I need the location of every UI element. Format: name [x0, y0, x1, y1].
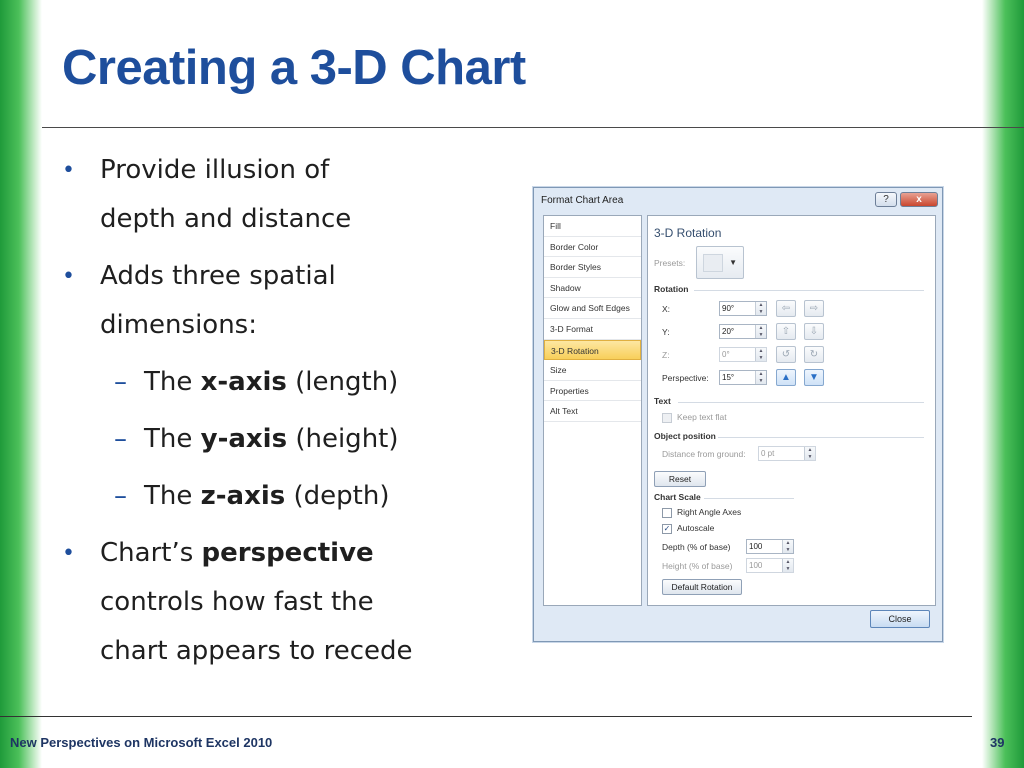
z-rotation-input[interactable] — [719, 347, 767, 362]
spinner-arrows-icon[interactable]: ▲ ▼ — [755, 325, 766, 338]
z-rotation-label: Z: — [662, 350, 670, 360]
slide-title: Creating a 3-D Chart — [62, 41, 526, 95]
spinner-arrows-icon[interactable]: ▲ ▼ — [755, 371, 766, 384]
bullet-dot-icon: • — [62, 541, 75, 566]
keep-text-flat-label: Keep text flat — [677, 412, 727, 422]
panel-title: 3-D Rotation — [654, 226, 722, 240]
widen-field-of-view-icon[interactable]: ▼ — [804, 369, 824, 386]
footer-divider — [0, 716, 972, 717]
dash-icon: – — [114, 481, 127, 511]
category-nav — [543, 215, 642, 606]
close-button[interactable]: Close — [870, 610, 930, 628]
bullet-line: controls how fast the — [100, 587, 374, 617]
bullet-text: Chart’s — [100, 538, 202, 568]
dash-icon: – — [114, 424, 127, 454]
right-angle-axes-label: Right Angle Axes — [677, 507, 742, 517]
autoscale-checkbox[interactable]: ✓ — [663, 524, 671, 533]
y-rotation-label: Y: — [662, 327, 670, 337]
bullet-line: chart appears to recede — [100, 636, 413, 666]
footer-text: New Perspectives on Microsoft Excel 2010 — [10, 735, 273, 750]
bullet-list — [62, 146, 512, 676]
y-rotation-value: 20° — [722, 327, 735, 336]
z-rotation-value: 0° — [722, 350, 730, 359]
object-position-section-label: Object position — [654, 431, 716, 441]
bullet-item — [62, 252, 512, 350]
presets-dropdown[interactable] — [696, 246, 744, 279]
depth-input[interactable] — [746, 539, 794, 554]
sub-bullet-bold: z-axis — [200, 481, 286, 511]
bullet-line: dimensions: — [100, 310, 257, 340]
x-rotation-input[interactable] — [719, 301, 767, 316]
left-green-edge — [0, 0, 42, 768]
section-divider — [694, 290, 924, 291]
sub-bullet-text: (depth) — [285, 481, 390, 511]
sub-bullet-text: (length) — [286, 367, 399, 397]
bullet-dot-icon: • — [62, 158, 75, 183]
spinner-arrows-icon[interactable]: ▲ ▼ — [804, 447, 815, 460]
bullet-line: Provide illusion of — [100, 155, 330, 185]
sub-bullet-text: The — [144, 481, 201, 511]
nav-item-3d-rotation[interactable]: 3-D Rotation — [544, 340, 641, 361]
rotate-clockwise-icon[interactable]: ↻ — [804, 346, 824, 363]
nav-item-shadow[interactable]: Shadow — [544, 278, 641, 299]
sub-bullet-text: The — [144, 424, 201, 454]
nav-item-border-styles[interactable]: Border Styles — [544, 257, 641, 278]
rotate-counterclockwise-icon[interactable]: ↺ — [776, 346, 796, 363]
distance-from-ground-label: Distance from ground: — [662, 449, 746, 459]
section-divider — [704, 498, 794, 499]
sub-bullet-bold: y-axis — [200, 424, 288, 454]
title-divider — [42, 127, 1024, 128]
spinner-arrows-icon[interactable]: ▲ ▼ — [755, 348, 766, 361]
sub-bullet-item — [62, 472, 512, 521]
bullet-dot-icon: • — [62, 264, 75, 289]
section-divider — [678, 402, 924, 403]
sub-bullet-item — [62, 415, 512, 464]
bullet-item — [62, 146, 512, 244]
spinner-arrows-icon[interactable]: ▲ ▼ — [782, 559, 793, 572]
nav-item-border-color[interactable]: Border Color — [544, 237, 641, 258]
bullet-line: depth and distance — [100, 204, 352, 234]
default-rotation-button[interactable]: Default Rotation — [662, 579, 742, 595]
bullet-line: Adds three spatial — [100, 261, 336, 291]
x-rotation-label: X: — [662, 304, 671, 314]
format-chart-area-dialog — [533, 187, 943, 642]
help-button[interactable]: ? — [875, 192, 897, 207]
dash-icon: – — [114, 367, 127, 397]
sub-bullet-bold: x-axis — [200, 367, 287, 397]
text-section-label: Text — [654, 396, 671, 406]
depth-value: 100 — [749, 542, 763, 551]
height-value: 100 — [749, 561, 763, 570]
section-divider — [718, 437, 924, 438]
dialog-title: Format Chart Area — [541, 195, 624, 206]
x-rotation-value: 90° — [722, 304, 735, 313]
bullet-line — [100, 529, 512, 578]
nav-item-glow-soft-edges[interactable]: Glow and Soft Edges — [544, 298, 641, 319]
distance-from-ground-input[interactable] — [758, 446, 816, 461]
reset-button[interactable]: Reset — [654, 471, 706, 487]
presets-label: Presets: — [654, 258, 686, 268]
sub-bullet-text: The — [144, 367, 201, 397]
depth-label: Depth (% of base) — [662, 542, 731, 552]
right-angle-axes-checkbox[interactable] — [662, 508, 672, 518]
bullet-item — [62, 529, 512, 676]
autoscale-label: Autoscale — [677, 523, 715, 533]
rotate-right-icon[interactable]: ⇨ — [804, 300, 824, 317]
perspective-label: Perspective: — [662, 373, 709, 383]
y-rotation-input[interactable] — [719, 324, 767, 339]
narrow-field-of-view-icon[interactable]: ▲ — [776, 369, 796, 386]
nav-item-properties[interactable]: Properties — [544, 381, 641, 402]
nav-item-size[interactable]: Size — [544, 360, 641, 381]
spinner-arrows-icon[interactable]: ▲ ▼ — [755, 302, 766, 315]
spinner-arrows-icon[interactable]: ▲ ▼ — [782, 540, 793, 553]
sub-bullet-text: (height) — [287, 424, 399, 454]
perspective-input[interactable] — [719, 370, 767, 385]
right-green-edge — [982, 0, 1024, 768]
chart-scale-section-label: Chart Scale — [654, 492, 701, 502]
nav-item-fill[interactable]: Fill — [544, 216, 641, 237]
perspective-value: 15° — [722, 373, 735, 382]
rotate-up-icon[interactable]: ⇧ — [776, 323, 796, 340]
rotation-section-label: Rotation — [654, 284, 689, 294]
rotate-left-icon[interactable]: ⇦ — [776, 300, 796, 317]
sub-bullet-item — [62, 358, 512, 407]
rotate-down-icon[interactable]: ⇩ — [804, 323, 824, 340]
keep-text-flat-checkbox[interactable] — [662, 413, 672, 423]
nav-item-alt-text[interactable]: Alt Text — [544, 401, 641, 422]
preset-swatch — [703, 254, 723, 272]
distance-value: 0 pt — [761, 449, 775, 458]
nav-item-3d-format[interactable]: 3-D Format — [544, 319, 641, 340]
chevron-down-icon: ▼ — [729, 258, 737, 267]
height-label: Height (% of base) — [662, 561, 733, 571]
page-number: 39 — [990, 735, 1005, 750]
rotation-panel — [647, 215, 936, 606]
bullet-bold: perspective — [201, 538, 374, 568]
dialog-close-x-button[interactable]: x — [900, 192, 938, 207]
height-input[interactable] — [746, 558, 794, 573]
